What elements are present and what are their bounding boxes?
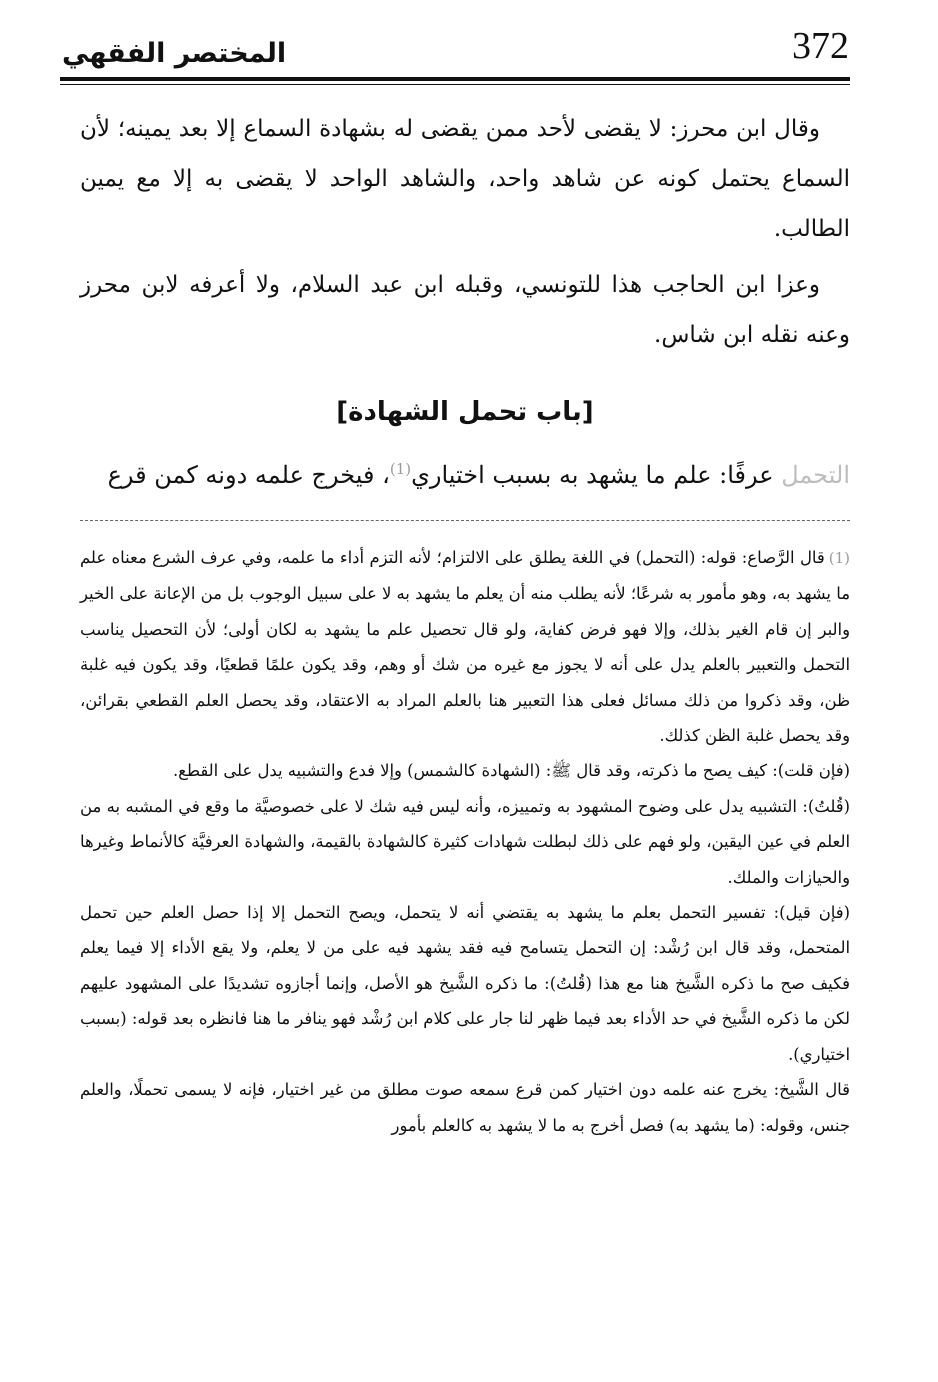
footnote-reference[interactable]: (1)	[389, 460, 412, 478]
page-number: 372	[792, 25, 849, 67]
definition-text-continued: ، فيخرج علمه دونه كمن قرع	[107, 461, 390, 489]
footnote-block	[80, 540, 850, 1143]
footnote-paragraph: (فإن قلت): كيف يصح ما ذكرته، وقد قال ﷺ: (الشهادة كالشمس) وإلا فدع والتشبيه يدل على القطع.	[172, 761, 850, 781]
footnote-separator	[80, 520, 850, 521]
main-paragraph: وعزا ابن الحاجب هذا للتونسي، وقبله ابن عبد السلام، ولا أعرفه لابن محرز وعنه نقله ابن شاس.	[80, 272, 850, 348]
definition-text: عرفًا: علم ما يشهد به بسبب اختياري	[411, 461, 782, 489]
header-rule-thin	[60, 84, 850, 85]
footnote-text: قال الرَّصاع: قوله: (التحمل) في اللغة يطلق على الالتزام؛ لأنه التزم أداء ما علمه، وفي عرف الشرع معناه علم ما يشهد به، وهو مأمور به شرعًا؛ لأنه يطلب منه أن يعلم ما يشهد به لا على سبيل الوجوب بل من الإعانة على الخير والبر إن قام الغير بذلك، وإلا فهو فرض كفاية، ولو قال تحصيل علم ما يشهد به لكان أولى؛ لأن التحصيل يناسب التحمل والتعبير بالعلم يدل على أنه لا يجوز مع غيره من شك أو وهم، وقد يكون علمًا قطعيًا، وقد يكون فيه غلبة ظن، وقد ذكروا من ذلك مسائل فعلى هذا التعبير هنا بالعلم المراد به الاعتقاد، وقد يحصل العلم القطعي بقرائن، وقد يحصل غلبة الظن كذلك.	[80, 548, 850, 746]
footnote-paragraph: (فإن قيل): تفسير التحمل بعلم ما يشهد به يقتضي أنه لا يتحمل، ويصح التحمل إلا إذا حصل العلم حين تحمل المتحمل، وقد قال ابن رُشْد: إن التحمل يتسامح فيه فقد يشهد فيه على من لا يعلم، ولا يقع الأداء إلا فيما يعلم فكيف صح ما ذكره الشَّيخ هنا مع هذا (قُلتُ): ما ذكره الشَّيخ هو الأصل، وإنما أجازوه تشديدًا على المشهود عليهم لكن ما ذكره الشَّيخ في حد الأداء بعد فيما ظهر لنا جار على كلام ابن رُشْد فهو ينافر ما هنا فانظره بعد قوله: (بسبب اختياري).	[80, 903, 850, 1064]
definition-label: التحمل	[781, 461, 850, 489]
main-paragraph: وقال ابن محرز: لا يقضى لأحد ممن يقضى له بشهادة السماع إلا بعد يمينه؛ لأن السماع يحتمل كونه عن شاهد واحد، والشاهد الواحد لا يقضى به إلا مع يمين الطالب.	[80, 116, 850, 242]
footnote-paragraph: (قُلتُ): التشبيه يدل على وضوح المشهود به وتمييزه، وأنه ليس فيه شك لا على خصوصيَّة ما وقع في المشبه به من العلم في عين اليقين، ولو فهم على ذلك لبطلت شهادات كثيرة كالشهادة بالقيمة، والشهادة العرفيَّة كالأنماط وغيرها والحيازات والملك.	[80, 796, 850, 887]
header-rule-thick	[60, 77, 850, 81]
definition-line	[80, 450, 850, 500]
running-title: المختصر الفقهي	[62, 38, 287, 69]
footnote-paragraph	[80, 540, 850, 753]
footnote-marker: (1)	[828, 549, 850, 567]
footnote-paragraph: قال الشَّيخ: يخرج عنه علمه دون اختيار كمن قرع سمعه صوت مطلق من غير اختيار، فإنه لا يسمى تحملًا، والعلم جنس، وقوله: (ما يشهد به) فصل أخرج به ما لا يشهد به كالعلم بأمور	[80, 1080, 850, 1135]
section-heading: [باب تحمل الشهادة]	[336, 397, 594, 427]
